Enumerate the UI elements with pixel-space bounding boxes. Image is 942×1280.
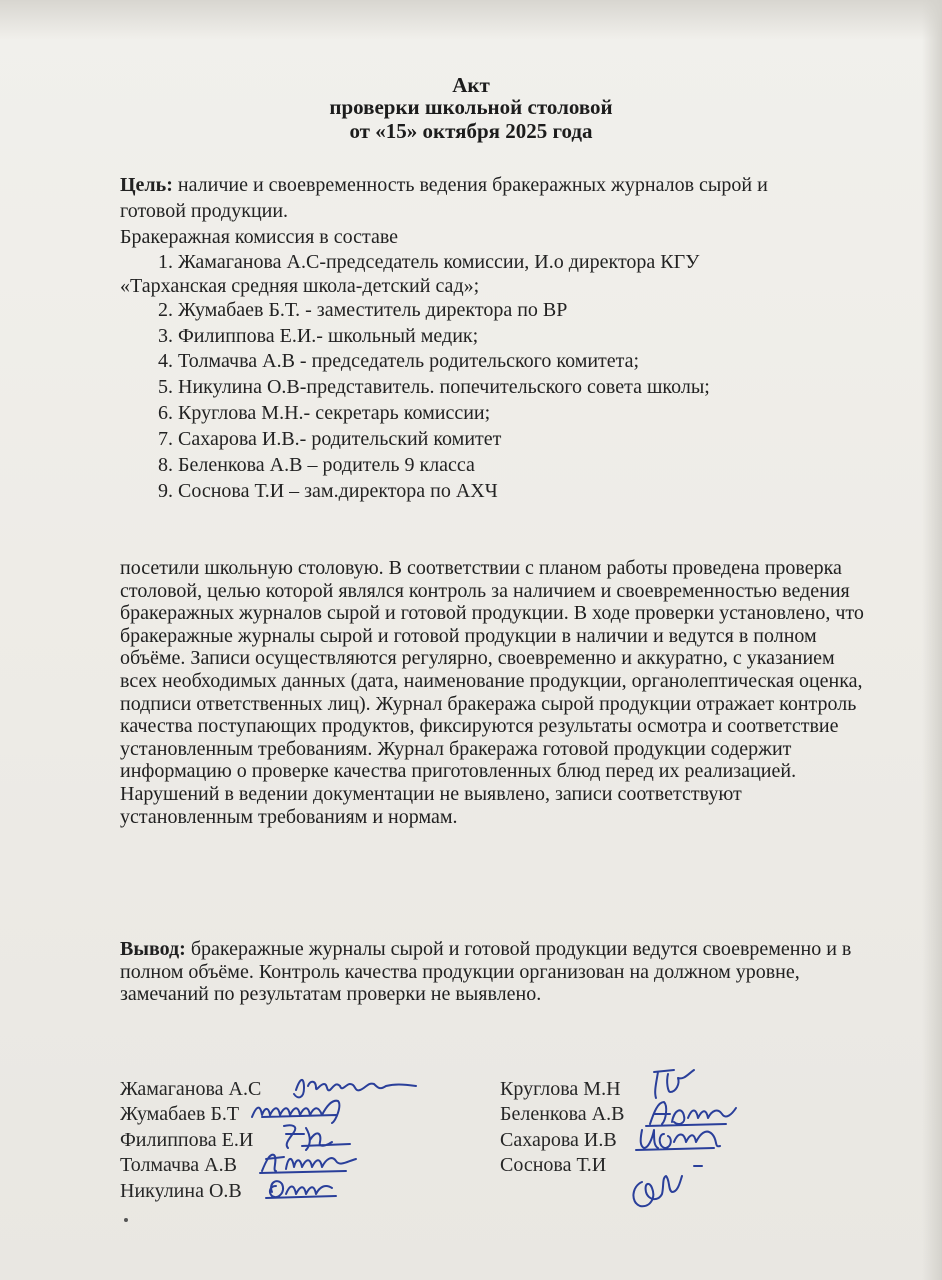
paper-shadow-right: [922, 0, 942, 1280]
signature-nikulina: [262, 1172, 340, 1206]
goal-label: Цель:: [120, 174, 173, 196]
signer-nikulina: Никулина О.В: [120, 1180, 242, 1202]
member-6: 6. Круглова М.Н.- секретарь комиссии;: [158, 402, 491, 424]
member-4: 4. Толмачва А.В - председатель родительского комитета;: [158, 350, 640, 372]
body-paragraph: посетили школьную столовую. В соответствии с планом работы проведена проверка столовой, целью которой являлся контроль за наличием и своевременностью ведения бракеражных журналов сырой и готовой продукции. В ходе проверки установлено, что бракеражные журналы сырой и готовой продукции в наличии и ведутся в полном объёме. Записи осуществляются регулярно, своевременно и аккуратно, с указанием всех необходимых данных (дата, наименование продукции, органолептическая оценка, подписи ответственных лиц). Журнал бракеража сырой продукции отражает контроль качества поступающих продуктов, фиксируются результаты осмотра и соответствие установленным требованиям. Журнал бракеража готовой продукции содержит информацию о проверке качества приготовленных блюд перед их реализацией. Нарушений в ведении документации не выявлено, записи соответствуют установленным требованиям и нормам.: [120, 557, 864, 828]
member-2: 2. Жумабаев Б.Т. - заместитель директора по ВР: [158, 299, 568, 321]
signature-sakharova: [634, 1120, 724, 1154]
paper-shadow-top: [0, 0, 942, 40]
signer-sakharova: Сахарова И.В: [500, 1129, 617, 1151]
signer-tolmachva: Толмачва А.В: [120, 1154, 237, 1176]
signer-zhumabaev: Жумабаев Б.Т: [120, 1103, 240, 1125]
member-3: 3. Филиппова Е.И.- школьный медик;: [158, 325, 479, 347]
member-7: 7. Сахарова И.В.- родительский комитет: [158, 428, 502, 450]
commission-intro: Бракеражная комиссия в составе: [120, 226, 399, 248]
conclusion-text: бракеражные журналы сырой и готовой продукции ведутся своевременно и в полном объёме. Контроль качества продукции организован на должном уровне, замечаний по результатам проверки не выявлено.: [120, 938, 852, 1006]
member-5: 5. Никулина О.В-представитель. попечительского совета школы;: [158, 376, 710, 398]
signer-filippova: Филиппова Е.И: [120, 1129, 254, 1151]
signer-belenkova: Беленкова А.В: [500, 1103, 625, 1125]
conclusion-paragraph: [120, 938, 865, 1006]
signer-zhamaganova: Жамаганова А.С: [120, 1078, 262, 1100]
document-subtitle: проверки школьной столовой: [329, 95, 613, 119]
signature-sosnova: [622, 1162, 722, 1212]
goal-line-2: готовой продукции.: [120, 200, 289, 222]
member-1-line-1: 1. Жамаганова А.С-председатель комиссии, И.о директора КГУ: [158, 251, 700, 273]
signer-sosnova: Соснова Т.И: [500, 1154, 607, 1176]
member-9: 9. Соснова Т.И – зам.директора по АХЧ: [158, 480, 498, 502]
document-title: Акт: [452, 73, 490, 97]
member-8: 8. Беленкова А.В – родитель 9 класса: [158, 454, 475, 476]
goal-line-1: [120, 174, 768, 196]
document-date: от «15» октября 2025 года: [349, 119, 593, 143]
goal-text-1: наличие и своевременность ведения бракеражных журналов сырой и: [172, 174, 768, 196]
signer-kruglova: Круглова М.Н: [500, 1078, 621, 1100]
member-1-line-2: «Тарханская средняя школа-детский сад»;: [120, 275, 480, 297]
stray-mark: [124, 1218, 128, 1222]
conclusion-label: Вывод:: [120, 938, 186, 960]
